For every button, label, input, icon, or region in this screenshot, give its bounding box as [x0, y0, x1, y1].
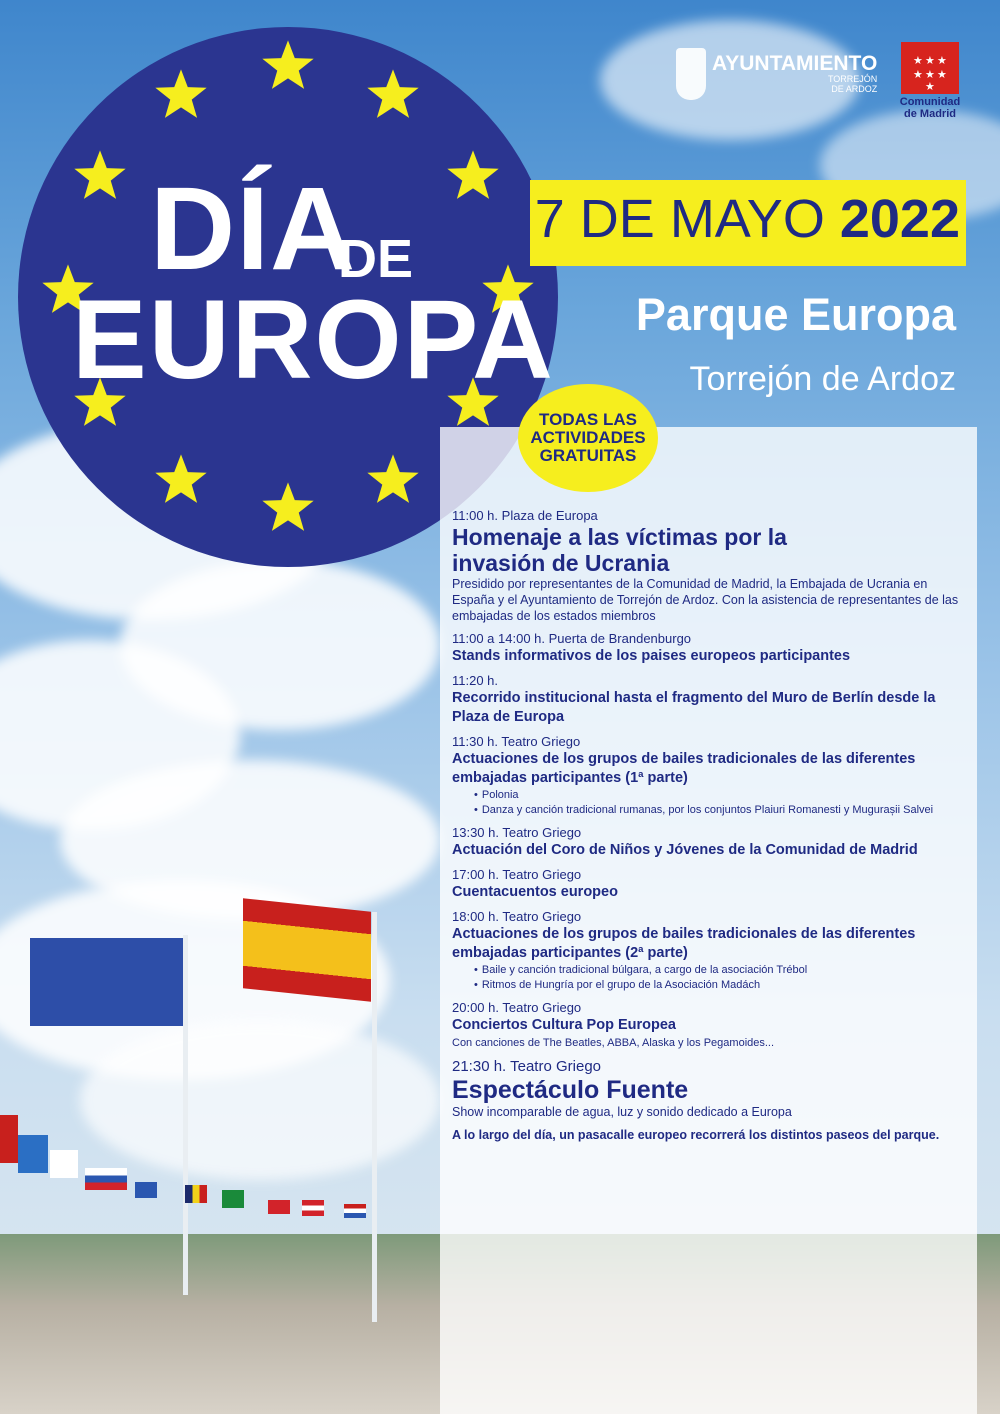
- event-hour: 20:00 h.: [452, 1000, 499, 1015]
- program-list: [452, 508, 972, 1143]
- event-location: Teatro Griego: [510, 1058, 602, 1075]
- event-location: Teatro Griego: [501, 734, 581, 749]
- free-activities-badge: [518, 384, 658, 492]
- badge-line1: TODAS LAS: [539, 410, 637, 430]
- ayuntamiento-logo: [676, 48, 877, 100]
- star-icon: [365, 452, 421, 508]
- program-event: [452, 867, 972, 902]
- ayuntamiento-town: [712, 74, 877, 94]
- event-subitem: • Polonia: [474, 788, 972, 803]
- event-town: Torrejón de Ardoz: [689, 360, 956, 398]
- badge-line3: GRATUITAS: [539, 445, 637, 465]
- program-note: A lo largo del día, un pasacalle europeo recorrerá los distintos paseos del parque.: [452, 1128, 940, 1142]
- event-location: Puerta de Brandenburgo: [548, 631, 692, 646]
- event-date: [534, 189, 960, 249]
- event-location: Teatro Griego: [502, 867, 582, 882]
- spain-flag-icon: [243, 898, 371, 1001]
- event-description: Show incomparable de agua, luz y sonido dedicado a Europa: [452, 1105, 792, 1119]
- event-title: Cuentacuentos europeo: [452, 884, 618, 900]
- program-event: [452, 909, 972, 993]
- event-title: Stands informativos de los paises europeos participantes: [452, 648, 851, 664]
- ayuntamiento-town-line1: TORREJÓN: [827, 74, 878, 84]
- event-location: Teatro Griego: [502, 909, 582, 924]
- romania-flag-icon: [185, 1185, 207, 1203]
- finland-flag-icon: [50, 1150, 78, 1178]
- program-event: [452, 734, 972, 818]
- event-hour: 18:00 h.: [452, 909, 499, 924]
- flag-icon: [0, 1115, 18, 1163]
- austria-flag-icon: [302, 1200, 324, 1216]
- event-description: Con canciones de The Beatles, ABBA, Alaska y los Pegamoides...: [452, 1037, 775, 1049]
- badge-line2: ACTIVIDADES: [530, 428, 646, 448]
- event-time: [452, 1058, 972, 1076]
- star-icon: [445, 148, 501, 204]
- program-event: [452, 1058, 972, 1120]
- sweden-flag-icon: [18, 1135, 48, 1173]
- event-hour: 11:00 h.: [452, 508, 499, 523]
- event-hour: 11:20 h.: [452, 673, 499, 688]
- program-event: [452, 1000, 972, 1051]
- event-time: [452, 1000, 972, 1016]
- event-time: [452, 508, 972, 524]
- event-hour: 13:30 h.: [452, 825, 499, 840]
- event-description: Presidido por representantes de la Comunidad de Madrid, la Embajada de Ucrania en España y el Ayuntamiento de Torrejón de Ardoz. Con la asistencia de representantes de las embajadas de los estados miembros: [452, 577, 959, 623]
- event-title: Actuación del Coro de Niños y Jóvenes de la Comunidad de Madrid: [452, 842, 918, 858]
- star-icon: [260, 38, 316, 94]
- event-time: [452, 825, 972, 841]
- star-icon: [153, 67, 209, 123]
- event-title: Actuaciones de los grupos de bailes tradicionales de las diferentes embajadas participantes (2ª parte): [452, 926, 916, 961]
- event-title: Conciertos Cultura Pop Europea: [452, 1017, 676, 1033]
- star-icon: [365, 67, 421, 123]
- event-hour: 21:30 h.: [452, 1058, 507, 1075]
- madrid-flag-icon: ★ ★ ★ ★ ★ ★ ★: [901, 42, 959, 94]
- comunidad-line2: de Madrid: [904, 108, 956, 120]
- eu-flag-icon: [30, 938, 183, 1026]
- flag-icon: [135, 1182, 157, 1198]
- title-dia: DÍA: [150, 163, 357, 295]
- slovakia-flag-icon: [85, 1168, 127, 1190]
- event-location: Plaza de Europa: [501, 508, 598, 523]
- netherlands-flag-icon: [344, 1204, 366, 1218]
- star-icon: [72, 148, 128, 204]
- portugal-flag-icon: [222, 1190, 244, 1208]
- event-location: Teatro Griego: [502, 825, 582, 840]
- program-event: [452, 825, 972, 860]
- event-date-day: 7 DE MAYO: [534, 189, 825, 249]
- star-icon: [260, 480, 316, 536]
- star-icon: [153, 452, 209, 508]
- flag-pole: [372, 912, 377, 1322]
- flag-pole: [183, 935, 188, 1295]
- event-title: Recorrido institucional hasta el fragmento del Muro de Berlín desde la Plaza de Europa: [452, 690, 936, 725]
- shield-icon: [676, 48, 706, 100]
- event-title: Homenaje a las víctimas por la invasión de Ucrania: [452, 524, 787, 576]
- event-subitem: • Baile y canción tradicional búlgara, a cargo de la asociación Trébol: [474, 963, 972, 978]
- program-event: [452, 673, 972, 727]
- event-time: [452, 631, 972, 647]
- event-hour: 11:30 h.: [452, 734, 499, 749]
- event-time: [452, 673, 972, 689]
- ayuntamiento-town-line2: DE ARDOZ: [831, 84, 878, 94]
- comunidad-line1: Comunidad: [899, 96, 961, 108]
- event-title: Espectáculo Fuente: [452, 1076, 689, 1104]
- event-place: Parque Europa: [635, 289, 956, 340]
- event-location: Teatro Griego: [502, 1000, 582, 1015]
- event-hour: 11:00 a 14:00 h.: [452, 631, 546, 646]
- event-hour: 17:00 h.: [452, 867, 499, 882]
- cloud: [80, 1020, 440, 1180]
- comunidad-madrid-logo: [898, 42, 962, 120]
- flag-icon: [268, 1200, 290, 1214]
- event-date-year: 2022: [839, 189, 960, 249]
- event-time: [452, 734, 972, 750]
- program-event: [452, 631, 972, 666]
- ayuntamiento-name: AYUNTAMIENTO: [712, 52, 878, 75]
- event-subitem: • Ritmos de Hungría por el grupo de la Asociación Madách: [474, 978, 972, 993]
- comunidad-madrid-name: [898, 96, 962, 120]
- title-europa: EUROPA: [72, 277, 555, 402]
- title-de: DE: [338, 229, 414, 289]
- event-time: [452, 909, 972, 925]
- event-time: [452, 867, 972, 883]
- program-event: [452, 508, 972, 624]
- event-title: Actuaciones de los grupos de bailes tradicionales de las diferentes embajadas participantes (1ª parte): [452, 751, 916, 786]
- event-subitem: • Danza y canción tradicional rumanas, por los conjuntos Plaiuri Romanesti y Mugurașii Salvei: [474, 803, 972, 818]
